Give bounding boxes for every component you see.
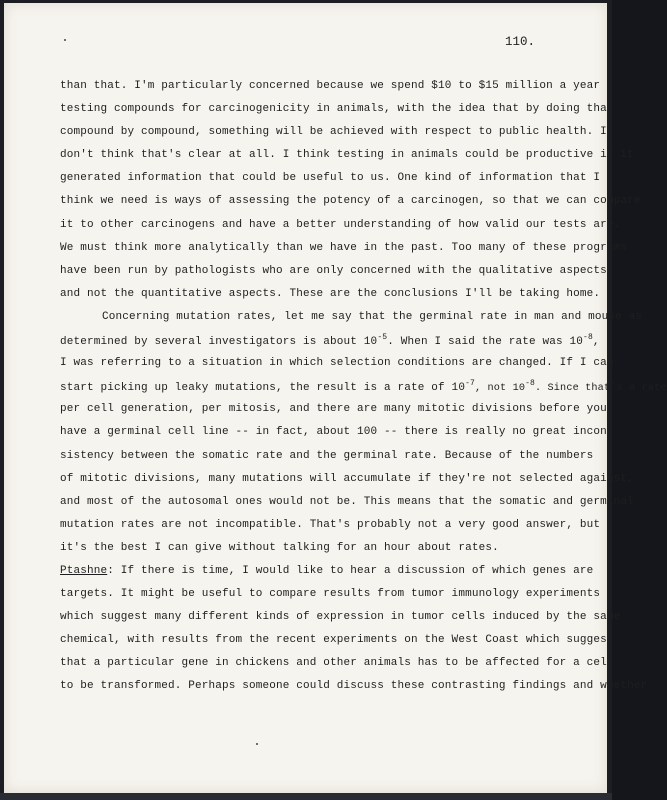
text-line: chemical, with results from the recent experiments on the West Coast which suggest <box>60 634 614 647</box>
text-run: start picking up leaky mutations, the result is a rate of 10 <box>60 382 466 395</box>
speaker-name: Ptashne <box>60 564 108 577</box>
exponent: -5 <box>377 333 388 343</box>
text-line: than that. I'm particularly concerned because we spend $10 to $15 million a year <box>60 80 601 92</box>
text-line: I was referring to a situation in which selection conditions are changed. If I can <box>60 357 614 370</box>
text-run: , <box>592 336 600 349</box>
text-line: that a particular gene in chickens and other animals has to be affected for a cell <box>60 657 614 670</box>
text-line <box>60 375 667 398</box>
text-line: don't think that's clear at all. I think testing in animals could be productive if it <box>60 149 634 162</box>
text-line: and most of the autosomal ones would not be. This means that the somatic and germinal <box>60 495 634 508</box>
text-line: and not the quantitative aspects. These are the conclusions I'll be taking home. <box>60 287 601 300</box>
text-run: : If there is time, I would like to hear a discussion of which genes are <box>107 564 594 577</box>
text-line: which suggest many different kinds of expression in tumor cells induced by the same <box>60 611 621 624</box>
page-number: 110. <box>505 35 536 49</box>
text-line: it to other carcinogens and have a better understanding of how valid our tests are. <box>60 218 621 231</box>
text-line: Concerning mutation rates, let me say that the germinal rate in man and mouse as <box>102 310 643 323</box>
text-line: mutation rates are not incompatible. That's probably not a very good answer, but <box>60 518 601 531</box>
text-line <box>60 329 600 352</box>
exponent: -7 <box>465 379 475 389</box>
text-line: to be transformed. Perhaps someone could discuss these contrasting findings and whether <box>60 680 648 693</box>
ink-speck <box>64 39 66 41</box>
text-line <box>60 560 594 583</box>
text-line: it's the best I can give without talking for an hour about rates. <box>60 541 499 554</box>
text-line: targets. It might be useful to compare results from tumor immunology experiments <box>60 588 601 601</box>
ink-speck <box>256 743 258 745</box>
exponent: -8 <box>525 379 535 389</box>
scanner-edge <box>0 793 612 800</box>
text-line: sistency between the somatic rate and the germinal rate. Because of the numbers <box>60 449 594 462</box>
text-line: have a germinal cell line -- in fact, about 100 -- there is really no great incon- <box>60 426 614 439</box>
text-run: . Since that's a rate <box>535 383 667 395</box>
exponent: -8 <box>583 333 593 343</box>
text-run: . When I said the rate was 10 <box>387 336 583 349</box>
text-run: determined by several investigators is about 10 <box>60 336 378 349</box>
text-line: think we need is ways of assessing the potency of a carcinogen, so that we can compare <box>60 195 641 208</box>
text-line: have been run by pathologists who are only concerned with the qualitative aspects <box>60 264 607 277</box>
text-line: generated information that could be useful to us. One kind of information that I <box>60 172 601 185</box>
text-line: We must think more analytically than we have in the past. Too many of these programs <box>60 241 628 254</box>
text-line: compound by compound, something will be achieved with respect to public health. I <box>60 126 607 139</box>
text-line: of mitotic divisions, many mutations will accumulate if they're not selected against, <box>60 472 634 485</box>
text-line: per cell generation, per mitosis, and there are many mitotic divisions before you <box>60 403 607 416</box>
text-run: , not 10 <box>474 383 526 395</box>
transcript-body <box>60 75 667 699</box>
text-line: testing compounds for carcinogenicity in animals, with the idea that by doing that <box>60 103 614 116</box>
